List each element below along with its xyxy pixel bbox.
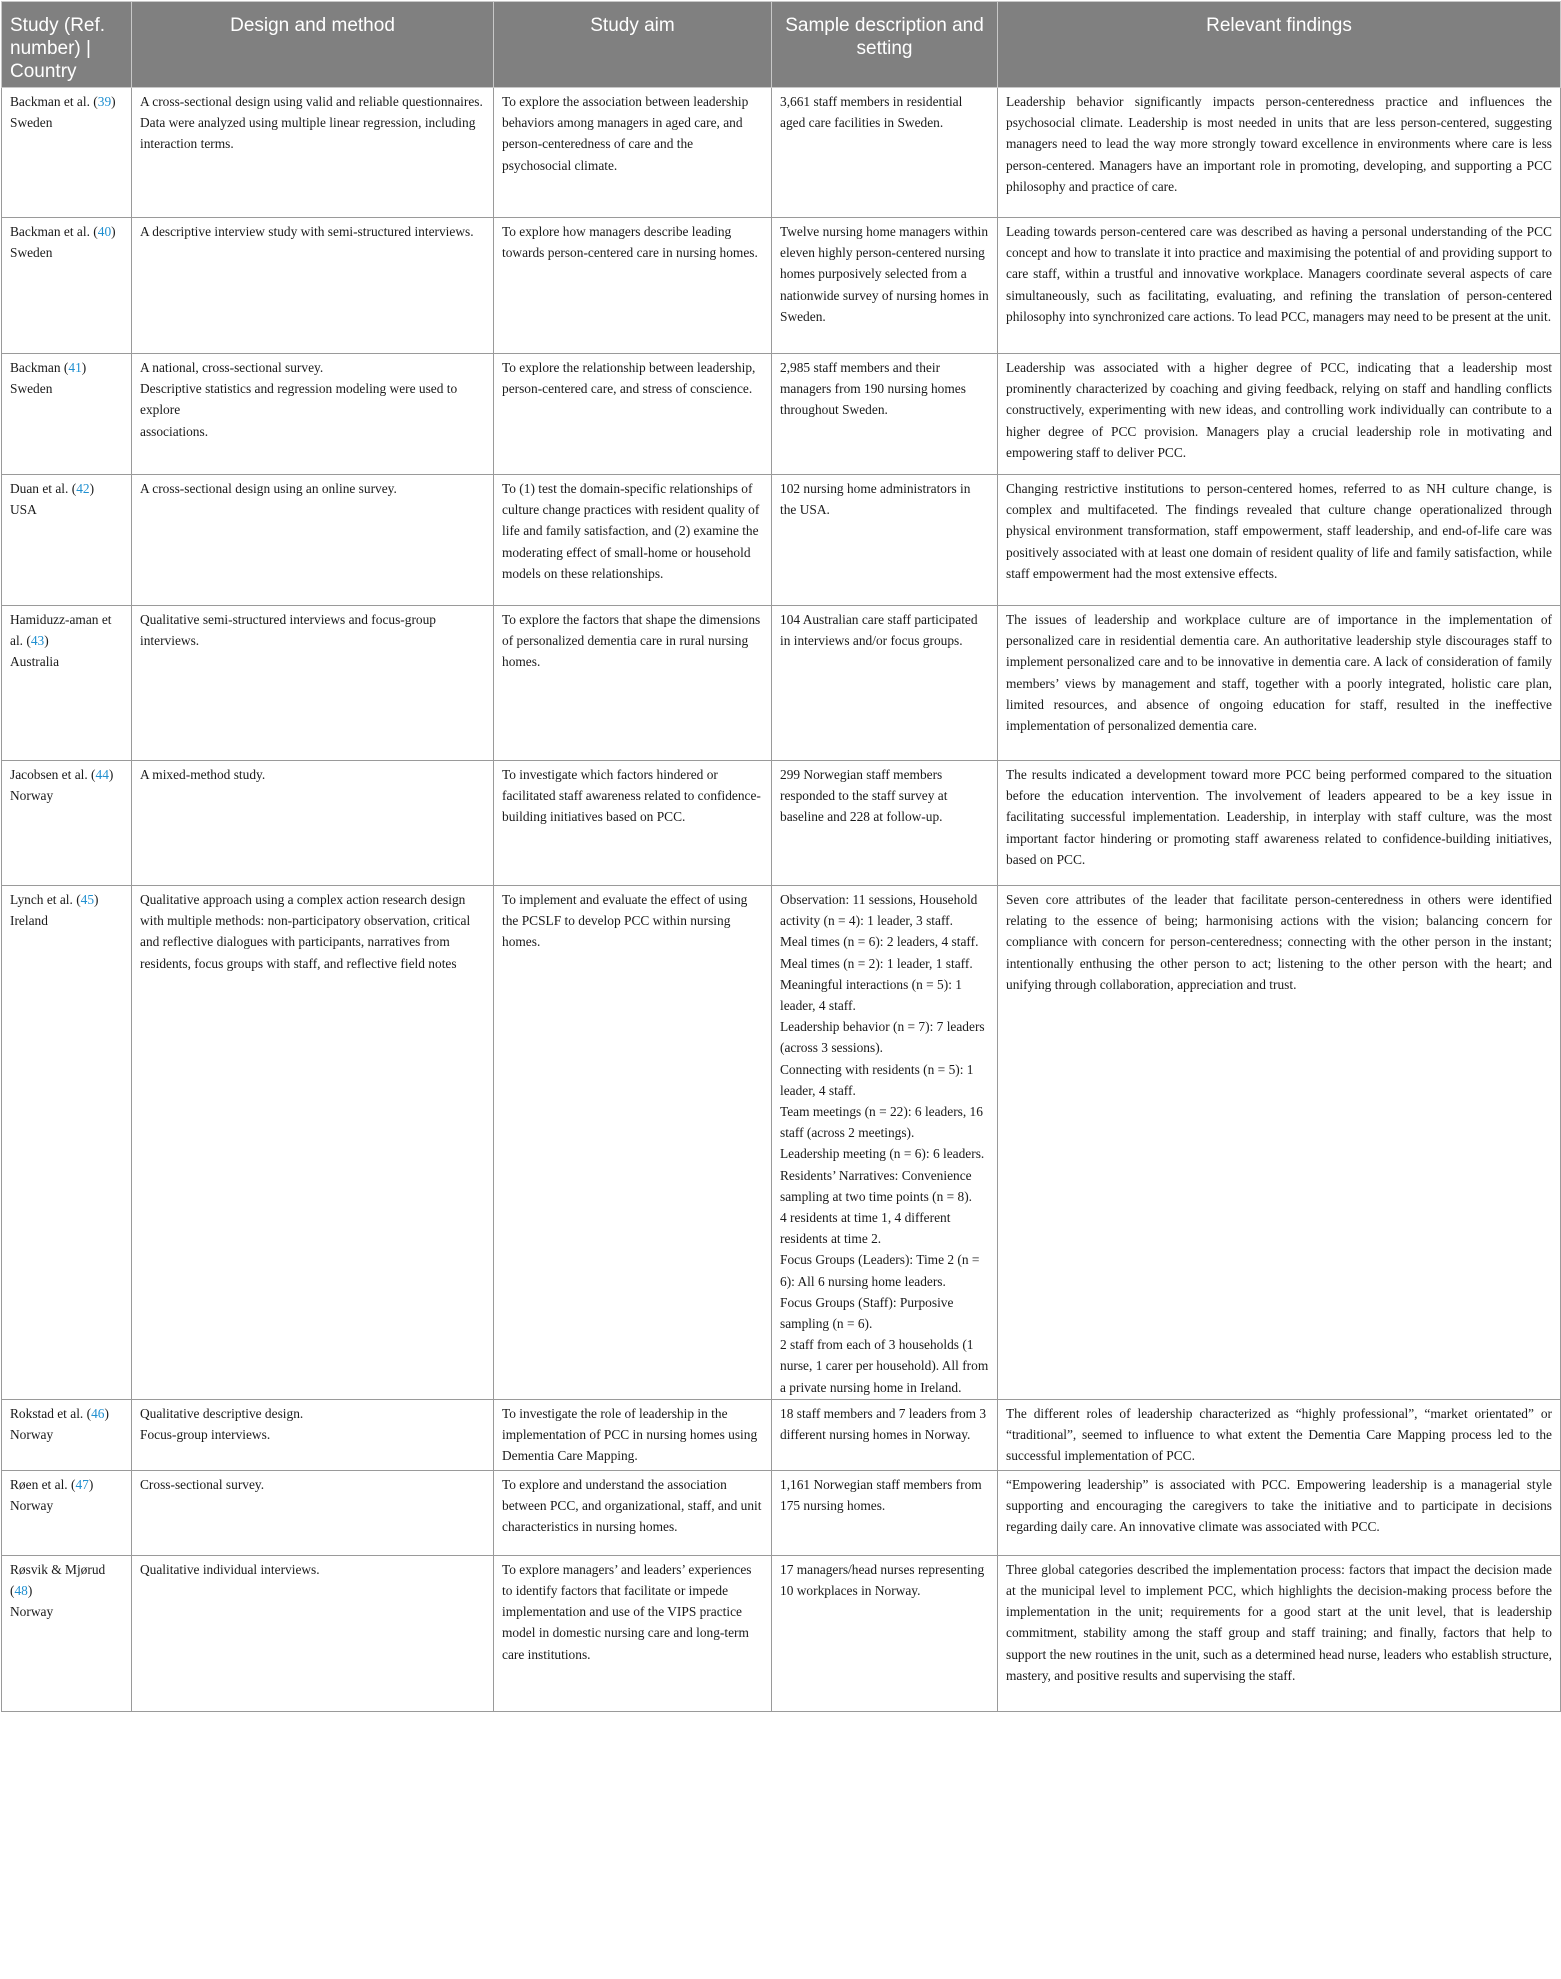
sample-text: 3,661 staff members in residential aged care facilities in Sweden. (780, 94, 963, 131)
design-cell (132, 1555, 494, 1711)
sample-text: Leadership behavior (n = 7): 7 leaders (across 3 sessions). (780, 1019, 985, 1056)
study-country: Norway (10, 1604, 54, 1620)
study-author: Backman et al. ( (10, 94, 98, 109)
sample-cell (772, 886, 998, 1400)
sample-text: 104 Australian care staff participated in interviews and/or focus groups. (780, 612, 978, 649)
table-row (2, 1470, 1561, 1555)
study-ref-close: ) (94, 892, 99, 907)
sample-cell (772, 1555, 998, 1711)
study-country: Sweden (10, 245, 53, 261)
study-country: Norway (10, 1427, 54, 1443)
design-cell (132, 761, 494, 886)
study-author: Duan et al. ( (10, 481, 77, 496)
reference-link[interactable]: 42 (76, 481, 90, 496)
findings-cell: The issues of leadership and workplace culture are of importance in the implementation of personalized care in residential dementia care. An authoritative leadership style discourages staff to implement personalized care and to be innovative in dementia care. A lack of consideration of family members’ views by management and staff, together with a poorly integrated, holistic care plan, limited resources, and absence of ongoing education for staff, resulted in the ineffective implementation of personalized dementia care. (998, 606, 1561, 761)
findings-cell: Leadership was associated with a higher degree of PCC, indicating that a leadership most prominently characterized by coaching and giving feedback, relying on staff and handling conflicts constructively, experimenting with new ideas, and controlling work individually can contribute to a higher degree of PCC provision. Managers play a crucial leadership role in motivating and empowering staff to deliver PCC. (998, 354, 1561, 475)
sample-cell (772, 218, 998, 354)
study-cell (2, 88, 132, 218)
sample-cell (772, 354, 998, 475)
findings-cell: “Empowering leadership” is associated with PCC. Empowering leadership is a managerial style supporting and encouraging the caregivers to take the initiative and to participate in decisions regarding daily care. An innovative climate was associated with PCC. (998, 1470, 1561, 1555)
header-row (2, 2, 1561, 88)
study-cell (2, 606, 132, 761)
column-header-design: Design and method (132, 2, 494, 88)
design-cell (132, 1399, 494, 1470)
study-country: Australia (10, 654, 60, 670)
sample-text: 299 Norwegian staff members responded to the staff survey at baseline and 228 at follow-up. (780, 767, 948, 825)
aim-cell: To investigate the role of leadership in the implementation of PCC in nursing homes using Dementia Care Mapping. (494, 1399, 772, 1470)
study-ref-close: ) (111, 94, 116, 109)
study-ref-close: ) (111, 224, 116, 239)
table-row (2, 218, 1561, 354)
study-country: Sweden (10, 381, 53, 397)
design-text: Descriptive statistics and regression modeling were used to explore (140, 381, 458, 418)
study-ref-close: ) (44, 633, 49, 649)
sample-text: Observation: 11 sessions, Household activity (n = 4): 1 leader, 3 staff. (780, 892, 978, 929)
study-ref-close: ) (104, 1405, 109, 1421)
reference-link[interactable]: 45 (80, 892, 95, 907)
table-row (2, 354, 1561, 475)
findings-cell: Leading towards person-centered care was described as having a personal understanding of the PCC concept and how to translate it into practice and maximising the potential of and providing support to care staff, within a trustful and innovative workplace. Managers coordinate several aspects of care simultaneously, such as facilitating, evaluating, and refining the translation of person-centered philosophy into synchronized care actions. To lead PCC, managers may need to be present at the unit. (998, 218, 1561, 354)
aim-cell: To explore how managers describe leading towards person-centered care in nursing homes. (494, 218, 772, 354)
study-country: Sweden (10, 115, 53, 131)
design-text: associations. (140, 423, 209, 439)
design-cell (132, 1470, 494, 1555)
design-cell (132, 606, 494, 761)
reference-link[interactable]: 43 (30, 633, 45, 649)
column-header-study: Study (Ref. number) | Country (2, 2, 132, 88)
reference-link[interactable]: 47 (75, 1476, 89, 1492)
design-text: Cross-sectional survey. (140, 1476, 265, 1492)
table-row (2, 886, 1561, 1400)
sample-text: Meal times (n = 2): 1 leader, 1 staff. (780, 955, 973, 971)
reference-link[interactable]: 44 (95, 767, 109, 782)
study-country: Norway (10, 788, 54, 804)
study-ref-close: ) (108, 767, 114, 782)
table-row (2, 88, 1561, 218)
table-row (2, 761, 1561, 886)
study-ref-close: ) (88, 1476, 94, 1492)
aim-cell: To explore and understand the association between PCC, and organizational, staff, and unit characteristics in nursing homes. (494, 1470, 772, 1555)
design-cell (132, 218, 494, 354)
findings-cell: Three global categories described the implementation process: factors that impact the decision made at the municipal level to implement PCC, which highlights the decision-making process before the implementation in the unit; requirements for a good start at the unit level, that is leadership commitment, stability among the staff group and staff training; and finally, factors that help to support the new routines in the unit, such as a determined head nurse, leaders who establish structure, mastery, and positive results and supervising the staff. (998, 1555, 1561, 1711)
sample-cell (772, 88, 998, 218)
sample-text: Residents’ Narratives: Convenience sampling at two time points (n = 8). (780, 1167, 973, 1204)
study-ref-close: ) (89, 481, 95, 496)
study-author: Hamiduzz-aman et al. ( (10, 612, 112, 649)
design-text: Qualitative semi-structured interviews and focus-group interviews. (140, 612, 436, 649)
aim-cell: To explore managers’ and leaders’ experiences to identify factors that facilitate or impede implementation and use of the VIPS practice model in domestic nursing care and long-term care institutions. (494, 1555, 772, 1711)
column-header-findings: Relevant findings (998, 2, 1561, 88)
design-cell (132, 354, 494, 475)
reference-link[interactable]: 40 (97, 224, 112, 239)
sample-text: 102 nursing home administrators in the USA. (780, 481, 971, 518)
design-text: Qualitative approach using a complex action research design with multiple methods: non-participatory observation, critical and reflective dialogues with participants, narratives from residents, focus groups with staff, and reflective field notes (140, 892, 471, 971)
study-author: Røsvik & Mjørud ( (10, 1561, 106, 1599)
aim-cell: To (1) test the domain-specific relationships of culture change practices with resident quality of life and family satisfaction, and (2) examine the moderating effect of small-home or household models on these relationships. (494, 475, 772, 606)
column-header-sample: Sample description and setting (772, 2, 998, 88)
sample-cell (772, 761, 998, 886)
reference-link[interactable]: 46 (91, 1405, 105, 1421)
sample-text: Connecting with residents (n = 5): 1 leader, 4 staff. (780, 1061, 974, 1098)
sample-text: 18 staff members and 7 leaders from 3 different nursing homes in Norway. (780, 1405, 987, 1443)
aim-cell: To implement and evaluate the effect of using the PCSLF to develop PCC within nursing homes. (494, 886, 772, 1400)
study-ref-close: ) (81, 360, 87, 375)
study-author: Rokstad et al. ( (10, 1405, 92, 1421)
aim-cell: To explore the relationship between leadership, person-centered care, and stress of conscience. (494, 354, 772, 475)
sample-text: Twelve nursing home managers within eleven highly person-centered nursing homes purposively selected from a nationwide survey of nursing homes in Sweden. (780, 224, 989, 324)
study-country: Norway (10, 1498, 54, 1514)
findings-cell: The different roles of leadership characterized as “highly professional”, “market orientated” or “traditional”, seemed to influence to what extent the Dementia Care Mapping process led to the successful implementation of PCC. (998, 1399, 1561, 1470)
sample-text: Meaningful interactions (n = 5): 1 leader, 4 staff. (780, 976, 962, 1014)
design-text: Qualitative individual interviews. (140, 1561, 320, 1577)
column-header-aim: Study aim (494, 2, 772, 88)
table-row (2, 1399, 1561, 1470)
table-row (2, 1555, 1561, 1711)
study-cell (2, 886, 132, 1400)
sample-cell (772, 1399, 998, 1470)
design-text: Qualitative descriptive design. (140, 1405, 304, 1421)
study-cell (2, 1555, 132, 1711)
design-text: A cross-sectional design using an online survey. (140, 481, 397, 496)
table-body (2, 88, 1561, 1712)
findings-cell: The results indicated a development toward more PCC being performed compared to the situation before the education intervention. The involvement of leaders appeared to be a key issue in facilitating successful implementation. Leadership, in interplay with staff culture, was the most important factor hindering or promoting staff awareness related to confidence-building initiatives, based on PCC. (998, 761, 1561, 886)
reference-link[interactable]: 41 (68, 360, 82, 375)
sample-text: Leadership meeting (n = 6): 6 leaders. (780, 1146, 985, 1162)
sample-text: 17 managers/head nurses representing 10 workplaces in Norway. (780, 1561, 985, 1599)
design-text: A mixed-method study. (140, 767, 266, 782)
aim-cell: To explore the association between leadership behaviors among managers in aged care, and person-centeredness of care and the psychosocial climate. (494, 88, 772, 218)
design-text: A cross-sectional design using valid and reliable questionnaires. (140, 94, 483, 109)
design-cell (132, 475, 494, 606)
reference-link[interactable]: 39 (97, 94, 112, 109)
sample-text: Meal times (n = 6): 2 leaders, 4 staff. (780, 934, 979, 950)
study-country: USA (10, 502, 37, 518)
sample-text: 4 residents at time 1, 4 different residents at time 2. (780, 1210, 951, 1247)
study-country: Ireland (10, 913, 48, 929)
findings-cell: Leadership behavior significantly impacts person-centeredness practice and influences the psychosocial climate. Leadership is most needed in units that are less person-centered, suggesting managers need to lead the way more strongly toward excellence in environments where care is less person-centered. Managers have an important role in promoting, developing, and supporting a PCC philosophy and practice of care. (998, 88, 1561, 218)
design-text: A national, cross-sectional survey. (140, 360, 324, 375)
design-text: A descriptive interview study with semi-structured interviews. (140, 224, 474, 239)
study-author: Backman et al. ( (10, 224, 98, 239)
sample-cell (772, 606, 998, 761)
design-cell (132, 88, 494, 218)
aim-cell: To explore the factors that shape the dimensions of personalized dementia care in rural nursing homes. (494, 606, 772, 761)
sample-cell (772, 1470, 998, 1555)
table-row (2, 606, 1561, 761)
design-cell (132, 886, 494, 1400)
study-cell (2, 1470, 132, 1555)
study-cell (2, 1399, 132, 1470)
study-cell (2, 354, 132, 475)
study-cell (2, 218, 132, 354)
study-author: Røen et al. ( (10, 1476, 76, 1492)
table-row (2, 475, 1561, 606)
study-cell (2, 761, 132, 886)
sample-text: 2,985 staff members and their managers from 190 nursing homes throughout Sweden. (780, 360, 966, 418)
studies-table (1, 1, 1561, 1712)
study-author: Lynch et al. ( (10, 892, 81, 907)
study-cell (2, 475, 132, 606)
design-text: Focus-group interviews. (140, 1427, 271, 1443)
sample-text: 1,161 Norwegian staff members from 175 nursing homes. (780, 1476, 982, 1514)
sample-text: Focus Groups (Leaders): Time 2 (n = 6): All 6 nursing home leaders. (780, 1252, 980, 1289)
reference-link[interactable]: 48 (14, 1583, 28, 1599)
design-text: Data were analyzed using multiple linear regression, including interaction terms. (140, 115, 476, 152)
sample-cell (772, 475, 998, 606)
sample-text: Team meetings (n = 22): 6 leaders, 16 staff (across 2 meetings). (780, 1104, 983, 1141)
study-author: Jacobsen et al. ( (10, 767, 96, 782)
findings-cell: Changing restrictive institutions to person-centered homes, referred to as NH culture change, is complex and multifaceted. The findings revealed that culture change operationalized through physical environment transformation, staff empowerment, staff leadership, and end-of-life care was positively associated with at least one domain of resident quality of life and family satisfaction, while staff empowerment had the most extensive effects. (998, 475, 1561, 606)
findings-cell: Seven core attributes of the leader that facilitate person-centeredness in others were identified relating to the essence of being; harmonising actions with the vision; balancing concern for compliance with concern for person-centeredness; connecting with the other person in the instant; intentionally enthusing the other person to act; listening to the other person with the heart; and unifying through collaboration, appreciation and trust. (998, 886, 1561, 1400)
sample-text: Focus Groups (Staff): Purposive sampling (n = 6). (780, 1294, 954, 1332)
aim-cell: To investigate which factors hindered or facilitated staff awareness related to confidence-building initiatives based on PCC. (494, 761, 772, 886)
study-author: Backman ( (10, 360, 69, 375)
sample-text: 2 staff from each of 3 households (1 nurse, 1 carer per household). All from a private nursing home in Ireland. (780, 1337, 989, 1395)
study-ref-close: ) (27, 1583, 33, 1599)
